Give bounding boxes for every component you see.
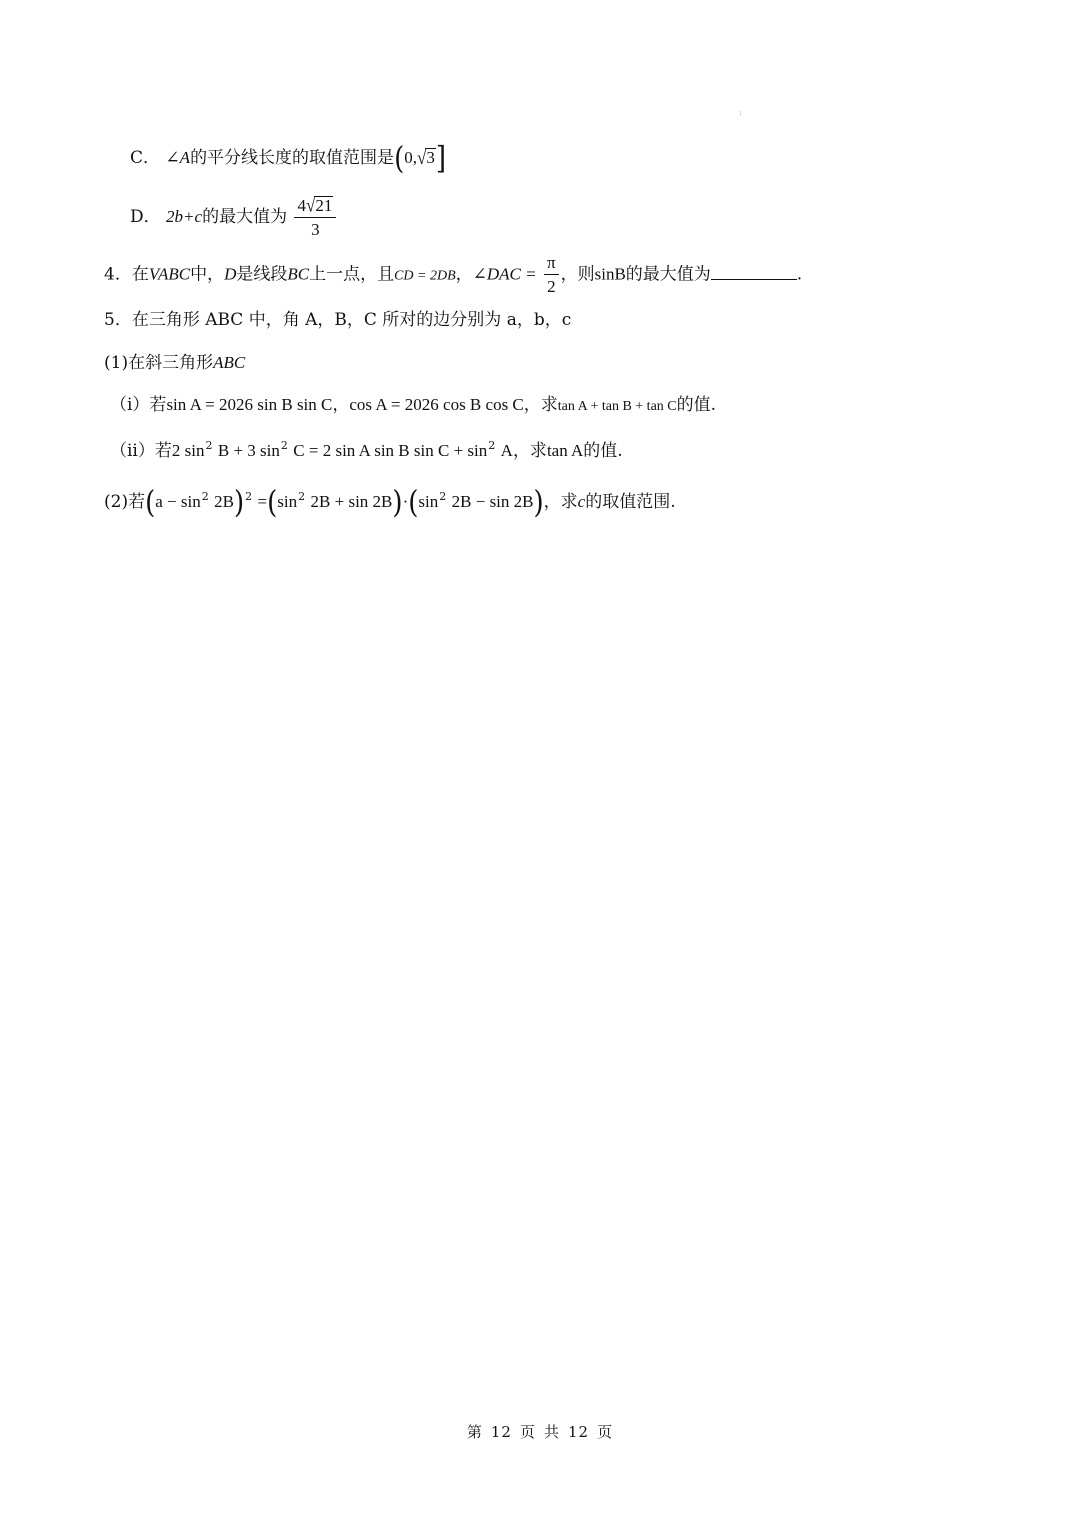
scan-mark: : [739,108,742,117]
part-1-ii: （ii）若2 $\sin^2 B + 3$ $\sin^2 C = 2$ sin A sin B $\sin C + \sin^2 A$，求tan A的值. [110,439,623,461]
question-5: 5．在三角形 ABC 中，角 A，B，C 所对的边分别为 a，b，c [104,310,572,330]
question-4: 4．在VABC中，D是线段BC上一点，且CD = 2DB，∠DAC = $\frac{\pi}{2}$ ，则sinB的最大值为 . [104,253,803,296]
current-page: 12 [490,1423,512,1441]
part-1-i: （i）若sin A = 2026 sin B sin C，cos A = 2026 cos B cos C，求tan A + tan B + tan C的值. [110,395,717,415]
option-d: D． 2b+c的最大值为 $\frac{4√21}{3}$ [130,196,338,239]
fraction-pi-over-2: $\frac{\pi}{2}$ [544,254,559,296]
fraction-4sqrt21-over-3: $\frac{4√21}{3}$ [294,196,336,239]
part-1-heading: (1)在斜三角形ABC [104,353,246,373]
total-pages: 12 [568,1423,590,1441]
answer-blank[interactable] [711,262,797,280]
page-footer: 第 12 页 共 12 页 [466,1423,614,1441]
option-c: C． ∠A的平分线长度的取值范围是(0,√3] [130,141,446,177]
part-2: (2)若$(a - \sin^2 2B)^2 =(\sin^2$ $2B + \sin 2B)\cdot(\sin^2$ 2B − sin 2B)，求c的取值范围. [104,485,676,521]
